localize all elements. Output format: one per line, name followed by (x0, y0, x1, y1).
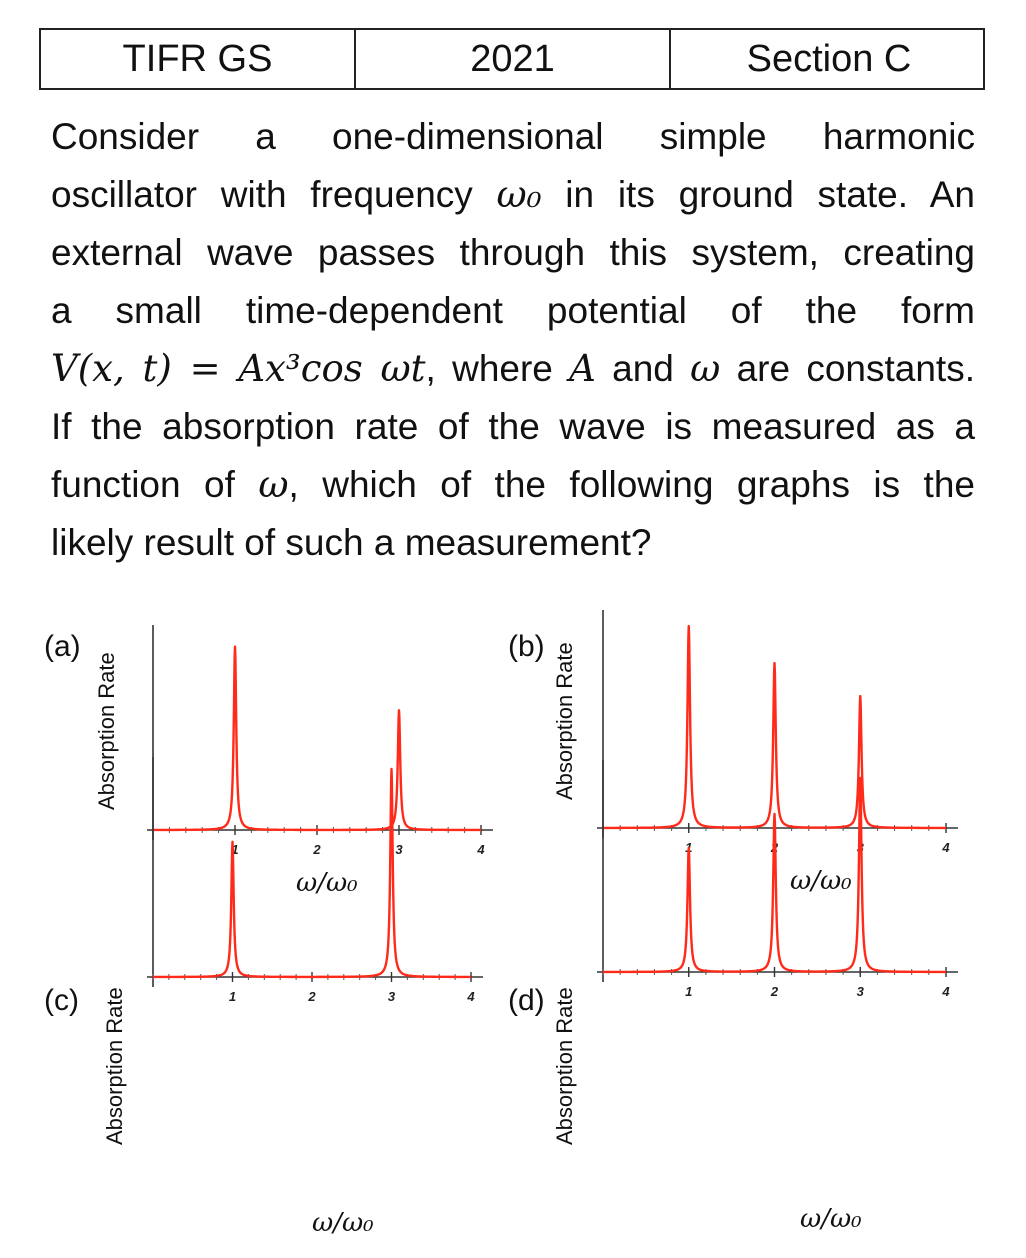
x-tick-label: 3 (395, 842, 403, 857)
option-a-xlabel: ω/ω₀ (296, 868, 358, 898)
x-tick-label: 4 (477, 842, 485, 857)
absorption-series-line (603, 778, 946, 972)
x-tick-label: 2 (313, 842, 321, 857)
option-a-ylabel: Absorption Rate (94, 652, 119, 810)
x-tick-label: 4 (467, 989, 475, 1004)
option-c-ylabel: Absorption Rate (102, 987, 127, 1145)
option-d-label: (d) (508, 984, 545, 1017)
x-tick-label: 3 (387, 989, 396, 1004)
question-line: V(x, t) = Ax³cos ωt, where A and ω are constants. (51, 347, 975, 390)
header-year: 2021 (356, 30, 671, 88)
x-tick-label: 1 (685, 984, 693, 999)
option-d-ylabel: Absorption Rate (552, 987, 577, 1145)
header-section: Section C (746, 37, 912, 80)
x-tick-label: 2 (308, 989, 316, 1004)
option-a-label: (a) (44, 630, 81, 663)
question-line: If the absorption rate of the wave is measured as a (51, 406, 975, 447)
x-tick-label: 1 (231, 842, 239, 857)
question-line: external wave passes through this system, creating (51, 232, 975, 273)
question-line: likely result of such a measurement? (51, 522, 652, 563)
option-c-label: (c) (44, 984, 79, 1017)
option-b-xlabel: ω/ω₀ (790, 866, 852, 896)
x-tick-label: 4 (942, 840, 950, 855)
question-line: a small time-dependent potential of the form (51, 290, 975, 331)
option-b-label: (b) (508, 630, 545, 663)
option-b-ylabel: Absorption Rate (552, 642, 577, 800)
potential-equation: V(x, t) = Ax³cos ωt (51, 347, 426, 390)
question-line: oscillator with frequency ω₀ in its ground state. An (51, 173, 975, 216)
option-c-xlabel: ω/ω₀ (312, 1208, 374, 1238)
x-tick-label: 4 (942, 984, 950, 999)
option-d-xlabel: ω/ω₀ (800, 1204, 862, 1234)
question-line: function of ω, which of the following graphs is the (51, 463, 975, 506)
x-tick-label: 1 (685, 840, 693, 855)
x-tick-label: 2 (770, 840, 779, 855)
omega0-symbol: ω₀ (496, 173, 542, 216)
question-line: Consider a one-dimensional simple harmonic (51, 116, 975, 157)
x-tick-label: 3 (856, 840, 864, 855)
x-tick-label: 2 (770, 984, 779, 999)
x-tick-label: 3 (856, 984, 864, 999)
header-exam: TIFR GS (41, 30, 356, 88)
x-tick-label: 1 (228, 989, 237, 1004)
